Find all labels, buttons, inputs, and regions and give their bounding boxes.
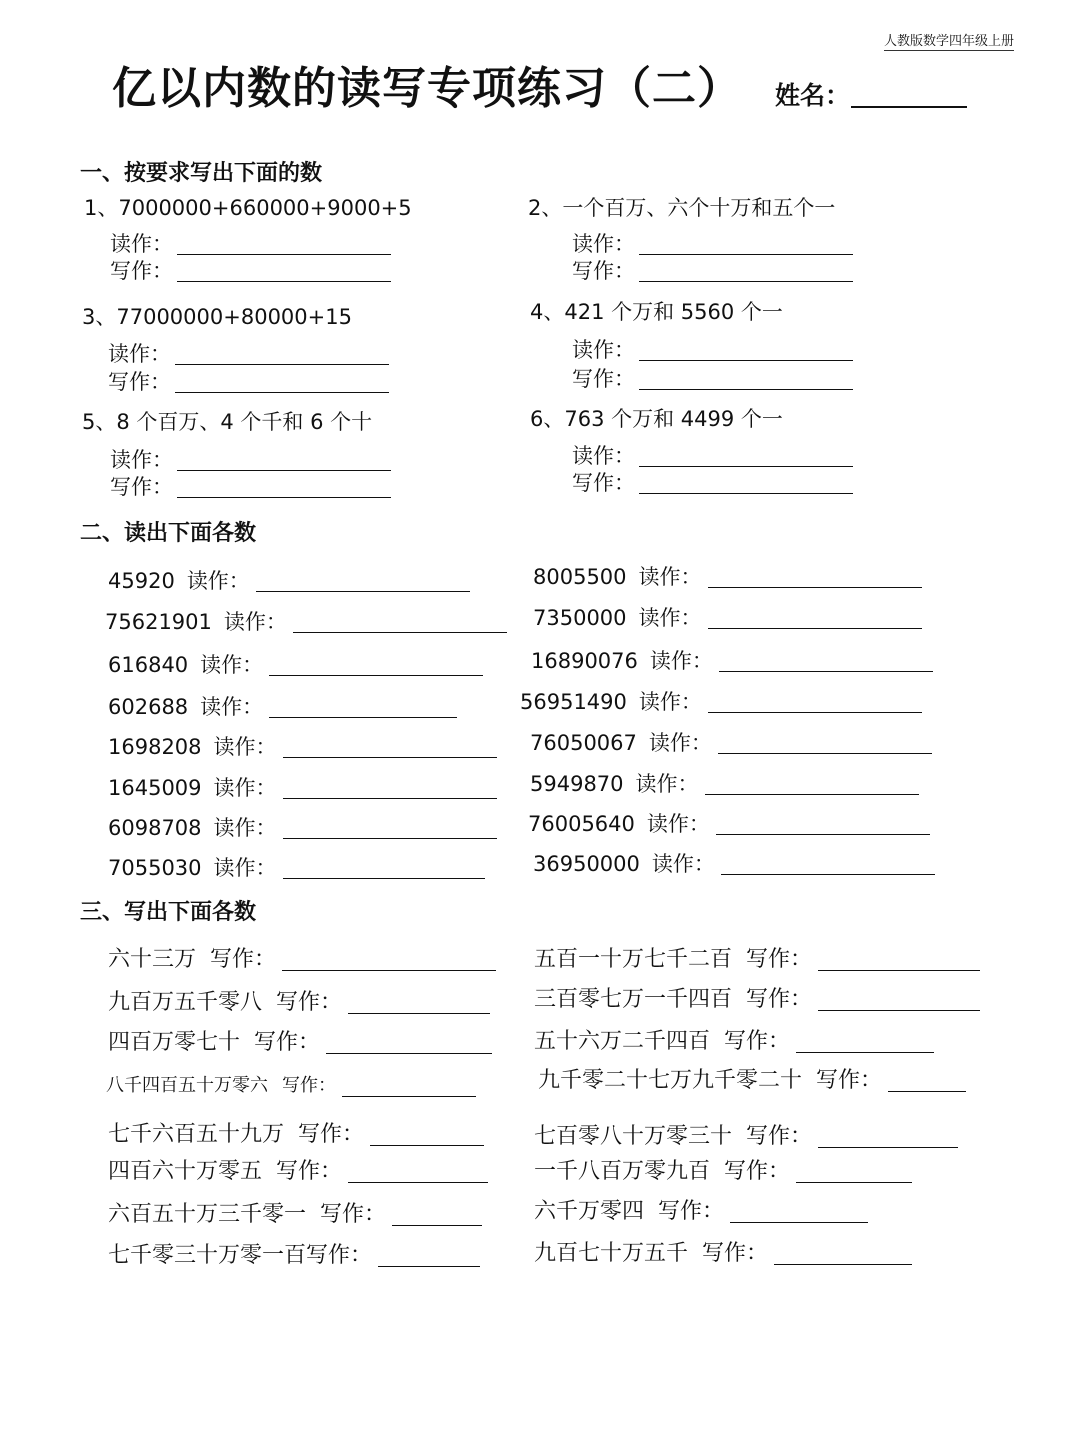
answer-blank[interactable] bbox=[639, 389, 853, 390]
answer-blank[interactable] bbox=[348, 1182, 488, 1183]
answer-blank[interactable] bbox=[719, 671, 933, 672]
number-to-read: 5949870 bbox=[530, 772, 624, 796]
write-label: 写作： bbox=[254, 1030, 321, 1055]
read-label: 读作： bbox=[213, 856, 277, 880]
read-label: 读作： bbox=[638, 565, 702, 589]
write-label: 写作： bbox=[276, 1159, 343, 1184]
read-item bbox=[108, 733, 497, 761]
answer-blank[interactable] bbox=[708, 587, 922, 588]
read-label: 读作： bbox=[213, 776, 277, 800]
problem-2-read bbox=[572, 231, 853, 257]
answer-blank[interactable] bbox=[716, 834, 930, 835]
number-to-read: 45920 bbox=[108, 569, 175, 593]
number-to-read: 16890076 bbox=[531, 649, 638, 673]
name-label: 姓名： bbox=[775, 81, 851, 110]
read-item bbox=[108, 693, 457, 721]
problem-2-write bbox=[572, 258, 853, 284]
write-item bbox=[108, 1120, 484, 1150]
number-to-read: 1645009 bbox=[108, 776, 202, 800]
read-item bbox=[108, 774, 497, 802]
answer-blank[interactable] bbox=[818, 1010, 980, 1011]
number-words: 五十六万二千四百 bbox=[534, 1029, 711, 1054]
answer-blank[interactable] bbox=[721, 874, 935, 875]
problem-5-read bbox=[110, 447, 391, 473]
problem-4-write bbox=[572, 366, 853, 392]
number-words: 六十三万 bbox=[108, 947, 197, 972]
read-label: 读作： bbox=[572, 232, 635, 256]
write-item bbox=[534, 1197, 868, 1227]
read-label: 读作： bbox=[635, 772, 699, 796]
write-label: 写作： bbox=[210, 947, 277, 972]
number-to-read: 1698208 bbox=[108, 735, 202, 759]
write-item bbox=[534, 945, 980, 975]
read-item bbox=[520, 688, 922, 716]
read-item bbox=[530, 729, 932, 757]
answer-blank[interactable] bbox=[177, 281, 391, 282]
answer-blank[interactable] bbox=[639, 466, 853, 467]
write-label: 写作： bbox=[724, 1029, 791, 1054]
number-words: 七千零三十万零一百 bbox=[108, 1243, 307, 1268]
read-label: 读作： bbox=[213, 735, 277, 759]
write-label: 写作： bbox=[746, 947, 813, 972]
problem-4: 4、421 个万和 5560 个一 bbox=[530, 300, 783, 324]
number-to-read: 616840 bbox=[108, 653, 189, 677]
read-item bbox=[528, 810, 930, 838]
answer-blank[interactable] bbox=[177, 497, 391, 498]
read-label: 读作： bbox=[572, 338, 635, 362]
read-label: 读作： bbox=[638, 606, 702, 630]
answer-blank[interactable] bbox=[283, 757, 497, 758]
read-label: 读作： bbox=[572, 444, 635, 468]
answer-blank[interactable] bbox=[256, 591, 470, 592]
write-item bbox=[106, 1071, 476, 1101]
answer-blank[interactable] bbox=[639, 254, 853, 255]
number-to-read: 76005640 bbox=[528, 812, 635, 836]
name-blank[interactable] bbox=[851, 106, 967, 108]
write-item bbox=[108, 1157, 488, 1187]
edition-label: 人教版数学四年级上册 bbox=[883, 34, 1014, 49]
write-label: 写作： bbox=[306, 1243, 373, 1268]
problem-5: 5、8 个百万、4 个千和 6 个十 bbox=[82, 410, 373, 434]
read-item bbox=[108, 651, 483, 679]
number-to-read: 56951490 bbox=[520, 690, 627, 714]
write-label: 写作： bbox=[108, 370, 171, 394]
write-label: 写作： bbox=[702, 1241, 769, 1266]
read-label: 读作： bbox=[638, 690, 702, 714]
read-item bbox=[530, 770, 919, 798]
answer-blank[interactable] bbox=[269, 675, 483, 676]
write-item bbox=[534, 1122, 958, 1152]
problem-1: 1、7000000+660000+9000+5 bbox=[84, 196, 412, 220]
problem-3: 3、77000000+80000+15 bbox=[82, 305, 352, 329]
answer-blank[interactable] bbox=[708, 628, 922, 629]
read-item bbox=[108, 854, 485, 882]
answer-blank[interactable] bbox=[705, 794, 919, 795]
write-label: 写作： bbox=[746, 987, 813, 1012]
write-item bbox=[108, 1241, 480, 1271]
number-words: 六百五十万三千零一 bbox=[108, 1202, 307, 1227]
number-to-read: 7055030 bbox=[108, 856, 202, 880]
write-item bbox=[534, 1239, 912, 1269]
answer-blank[interactable] bbox=[796, 1052, 934, 1053]
answer-blank[interactable] bbox=[348, 1013, 490, 1014]
answer-blank[interactable] bbox=[370, 1145, 484, 1146]
write-label: 写作： bbox=[658, 1199, 725, 1224]
read-label: 读作： bbox=[110, 232, 173, 256]
problem-5-write bbox=[110, 474, 391, 500]
number-words: 九千零二十七万九千零二十 bbox=[538, 1068, 803, 1093]
number-words: 三百零七万一千四百 bbox=[534, 987, 733, 1012]
read-item bbox=[105, 608, 507, 636]
section-2-heading: 二、读出下面各数 bbox=[80, 521, 257, 546]
write-item bbox=[534, 1027, 934, 1057]
number-words: 七百零八十万零三十 bbox=[534, 1124, 733, 1149]
answer-blank[interactable] bbox=[818, 970, 980, 971]
answer-blank[interactable] bbox=[177, 470, 391, 471]
number-words: 九百万五千零八 bbox=[108, 990, 263, 1015]
read-label: 读作： bbox=[213, 816, 277, 840]
number-to-read: 6098708 bbox=[108, 816, 202, 840]
number-to-read: 75621901 bbox=[105, 610, 212, 634]
problem-1-read bbox=[110, 231, 391, 257]
problem-3-read bbox=[108, 341, 389, 367]
write-item bbox=[108, 988, 490, 1018]
number-words: 一千八百万零九百 bbox=[534, 1159, 711, 1184]
write-item bbox=[538, 1066, 966, 1096]
read-label: 读作： bbox=[110, 448, 173, 472]
write-label: 写作： bbox=[320, 1202, 387, 1227]
answer-blank[interactable] bbox=[175, 364, 389, 365]
number-to-read: 602688 bbox=[108, 695, 189, 719]
number-words: 七千六百五十九万 bbox=[108, 1122, 285, 1147]
problem-6: 6、763 个万和 4499 个一 bbox=[530, 407, 783, 431]
number-words: 四百六十万零五 bbox=[108, 1159, 263, 1184]
answer-blank[interactable] bbox=[283, 838, 497, 839]
number-words: 九百七十万五千 bbox=[534, 1241, 689, 1266]
answer-blank[interactable] bbox=[639, 360, 853, 361]
write-label: 写作： bbox=[276, 990, 343, 1015]
answer-blank[interactable] bbox=[326, 1053, 492, 1054]
write-item bbox=[534, 985, 980, 1015]
answer-blank[interactable] bbox=[392, 1225, 482, 1226]
read-item bbox=[533, 850, 935, 878]
read-label: 读作： bbox=[200, 695, 264, 719]
write-label: 写作： bbox=[746, 1124, 813, 1149]
number-to-read: 76050067 bbox=[530, 731, 637, 755]
write-label: 写作： bbox=[110, 259, 173, 283]
read-label: 读作： bbox=[646, 812, 710, 836]
write-item bbox=[534, 1157, 912, 1187]
write-label: 写作： bbox=[572, 367, 635, 391]
read-label: 读作： bbox=[649, 649, 713, 673]
number-words: 八千四百五十万零六 bbox=[106, 1075, 268, 1096]
write-label: 写作： bbox=[724, 1159, 791, 1184]
number-to-read: 8005500 bbox=[533, 565, 627, 589]
number-to-read: 36950000 bbox=[533, 852, 640, 876]
read-item bbox=[108, 567, 470, 595]
number-words: 四百万零七十 bbox=[108, 1030, 241, 1055]
answer-blank[interactable] bbox=[796, 1182, 912, 1183]
problem-1-write bbox=[110, 258, 391, 284]
answer-blank[interactable] bbox=[175, 392, 389, 393]
answer-blank[interactable] bbox=[282, 970, 496, 971]
answer-blank[interactable] bbox=[293, 632, 507, 633]
write-label: 写作： bbox=[282, 1075, 336, 1096]
problem-3-write bbox=[108, 369, 389, 395]
write-item bbox=[108, 1028, 492, 1058]
answer-blank[interactable] bbox=[718, 753, 932, 754]
number-to-read: 7350000 bbox=[533, 606, 627, 630]
write-label: 写作： bbox=[816, 1068, 883, 1093]
write-label: 写作： bbox=[298, 1122, 365, 1147]
section-1-heading: 一、按要求写出下面的数 bbox=[80, 161, 323, 186]
page-title: 亿以内数的读写专项练习（二） bbox=[112, 63, 742, 114]
number-words: 六千万零四 bbox=[534, 1199, 645, 1224]
read-item bbox=[531, 647, 933, 675]
section-3-heading: 三、写出下面各数 bbox=[80, 900, 257, 925]
read-item bbox=[533, 563, 922, 591]
problem-6-write bbox=[572, 470, 853, 496]
write-item bbox=[108, 945, 496, 975]
write-item bbox=[108, 1200, 482, 1230]
answer-blank[interactable] bbox=[708, 712, 922, 713]
read-item bbox=[108, 814, 497, 842]
read-label: 读作： bbox=[223, 610, 287, 634]
answer-blank[interactable] bbox=[730, 1222, 868, 1223]
answer-blank[interactable] bbox=[378, 1266, 480, 1267]
answer-blank[interactable] bbox=[177, 254, 391, 255]
answer-blank[interactable] bbox=[269, 717, 457, 718]
answer-blank[interactable] bbox=[342, 1096, 476, 1097]
problem-2: 2、一个百万、六个十万和五个一 bbox=[528, 196, 836, 220]
write-label: 写作： bbox=[572, 259, 635, 283]
problem-4-read bbox=[572, 337, 853, 363]
problem-6-read bbox=[572, 443, 853, 469]
number-words: 五百一十万七千二百 bbox=[534, 947, 733, 972]
answer-blank[interactable] bbox=[639, 281, 853, 282]
read-label: 读作： bbox=[186, 569, 250, 593]
answer-blank[interactable] bbox=[283, 878, 485, 879]
read-label: 读作： bbox=[108, 342, 171, 366]
read-label: 读作： bbox=[651, 852, 715, 876]
answer-blank[interactable] bbox=[888, 1091, 966, 1092]
read-label: 读作： bbox=[648, 731, 712, 755]
write-label: 写作： bbox=[110, 475, 173, 499]
answer-blank[interactable] bbox=[818, 1147, 958, 1148]
read-label: 读作： bbox=[200, 653, 264, 677]
answer-blank[interactable] bbox=[774, 1264, 912, 1265]
write-label: 写作： bbox=[572, 471, 635, 495]
read-item bbox=[533, 604, 922, 632]
answer-blank[interactable] bbox=[639, 493, 853, 494]
answer-blank[interactable] bbox=[283, 798, 497, 799]
